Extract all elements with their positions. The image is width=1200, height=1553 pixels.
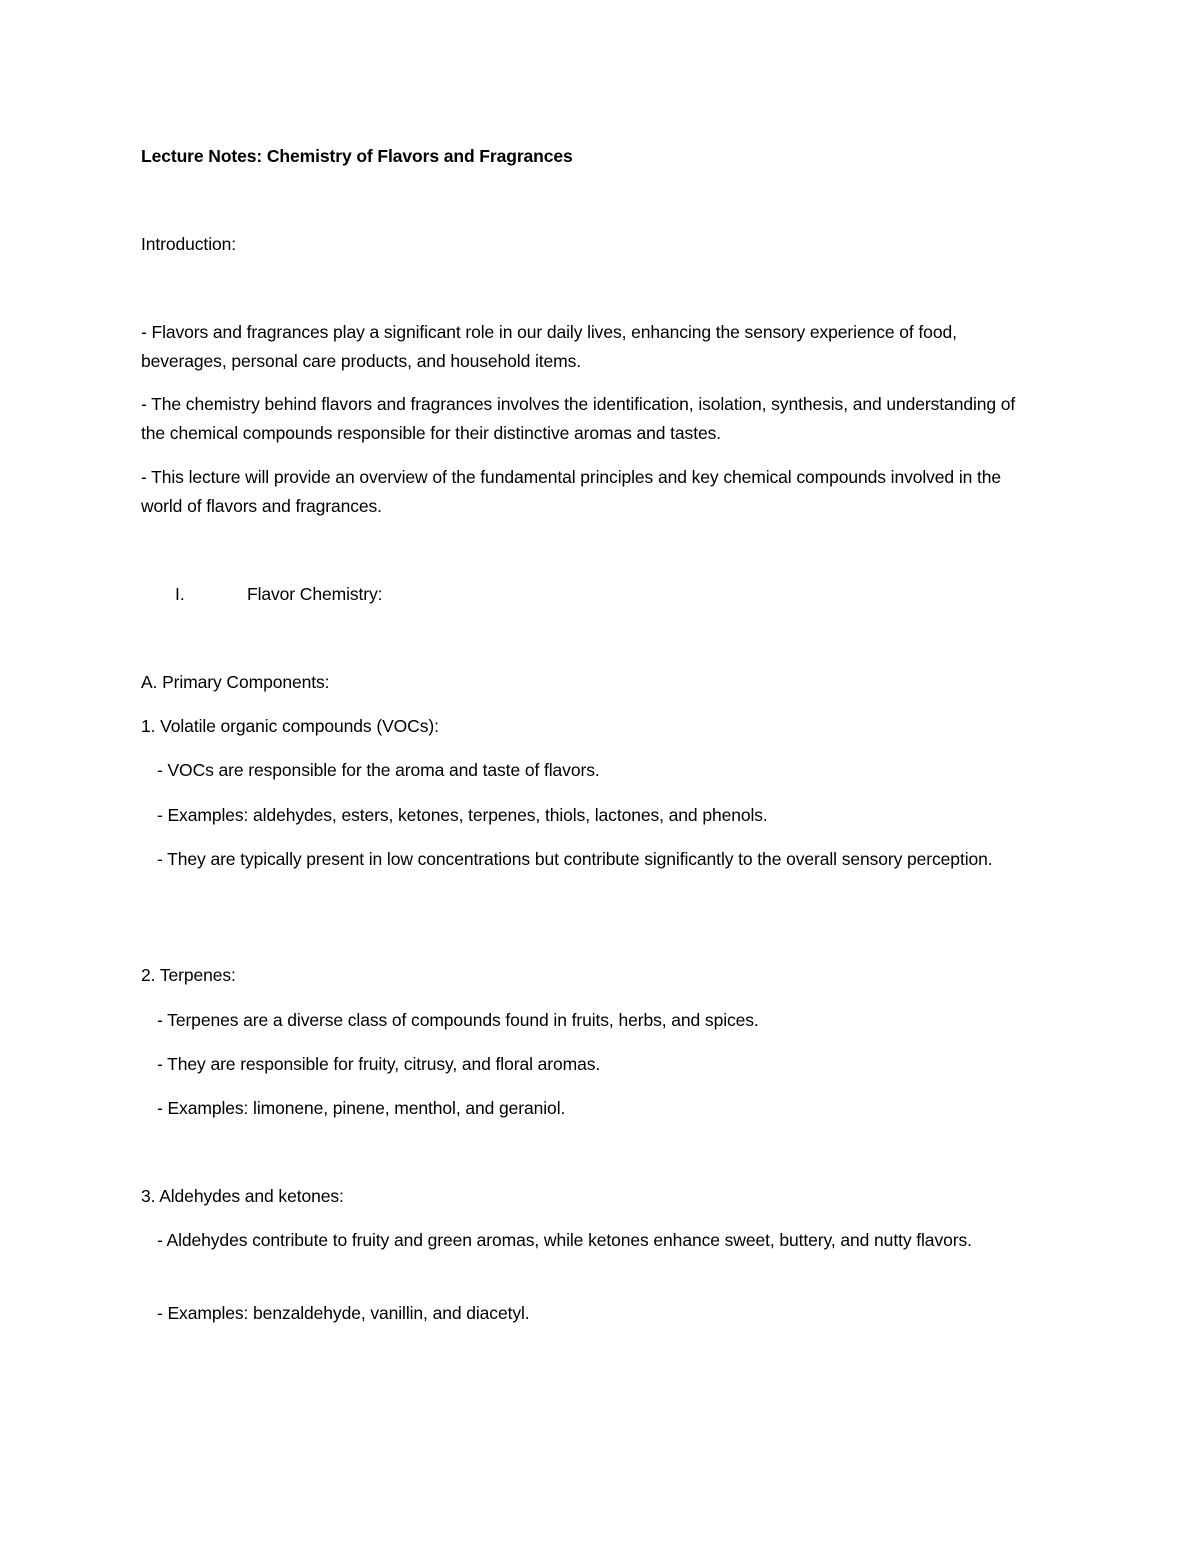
item-3-bullet-2: - Examples: benzaldehyde, vanillin, and diacetyl.: [157, 1303, 530, 1323]
item-2-heading: 2. Terpenes:: [141, 965, 236, 985]
section-1-numeral: I.: [175, 584, 185, 604]
item-1-bullet-3: - They are typically present in low concentrations but contribute significantly to the overall sensory perception.: [157, 849, 993, 869]
item-1-bullet-2: - Examples: aldehydes, esters, ketones, terpenes, thiols, lactones, and phenols.: [157, 805, 768, 825]
subsection-a-heading: A. Primary Components:: [141, 672, 330, 692]
intro-bullet-3: - This lecture will provide an overview of the fundamental principles and key chemical compounds involved in the world of flavors and fragrances.: [141, 467, 1002, 516]
item-1-bullet-1: - VOCs are responsible for the aroma and taste of flavors.: [157, 760, 600, 780]
item-2-bullet-2: - They are responsible for fruity, citrusy, and floral aromas.: [157, 1054, 601, 1074]
item-1-heading: 1. Volatile organic compounds (VOCs):: [141, 716, 439, 736]
section-1-heading: Flavor Chemistry:: [247, 584, 383, 604]
item-3-heading: 3. Aldehydes and ketones:: [141, 1186, 344, 1206]
intro-heading: Introduction:: [141, 234, 237, 254]
intro-bullet-1: - Flavors and fragrances play a significant role in our daily lives, enhancing the sensory experience of food, beverages, personal care products, and household items.: [141, 322, 957, 371]
item-2-bullet-1: - Terpenes are a diverse class of compounds found in fruits, herbs, and spices.: [157, 1010, 759, 1030]
intro-bullet-2: - The chemistry behind flavors and fragrances involves the identification, isolation, synthesis, and understanding of the chemical compounds responsible for their distinctive aromas and tastes.: [141, 394, 1016, 443]
document-title: Lecture Notes: Chemistry of Flavors and Fragrances: [141, 146, 573, 166]
item-2-bullet-3: - Examples: limonene, pinene, menthol, and geraniol.: [157, 1098, 566, 1118]
item-3-bullet-1: - Aldehydes contribute to fruity and green aromas, while ketones enhance sweet, buttery, and nutty flavors.: [157, 1230, 972, 1250]
